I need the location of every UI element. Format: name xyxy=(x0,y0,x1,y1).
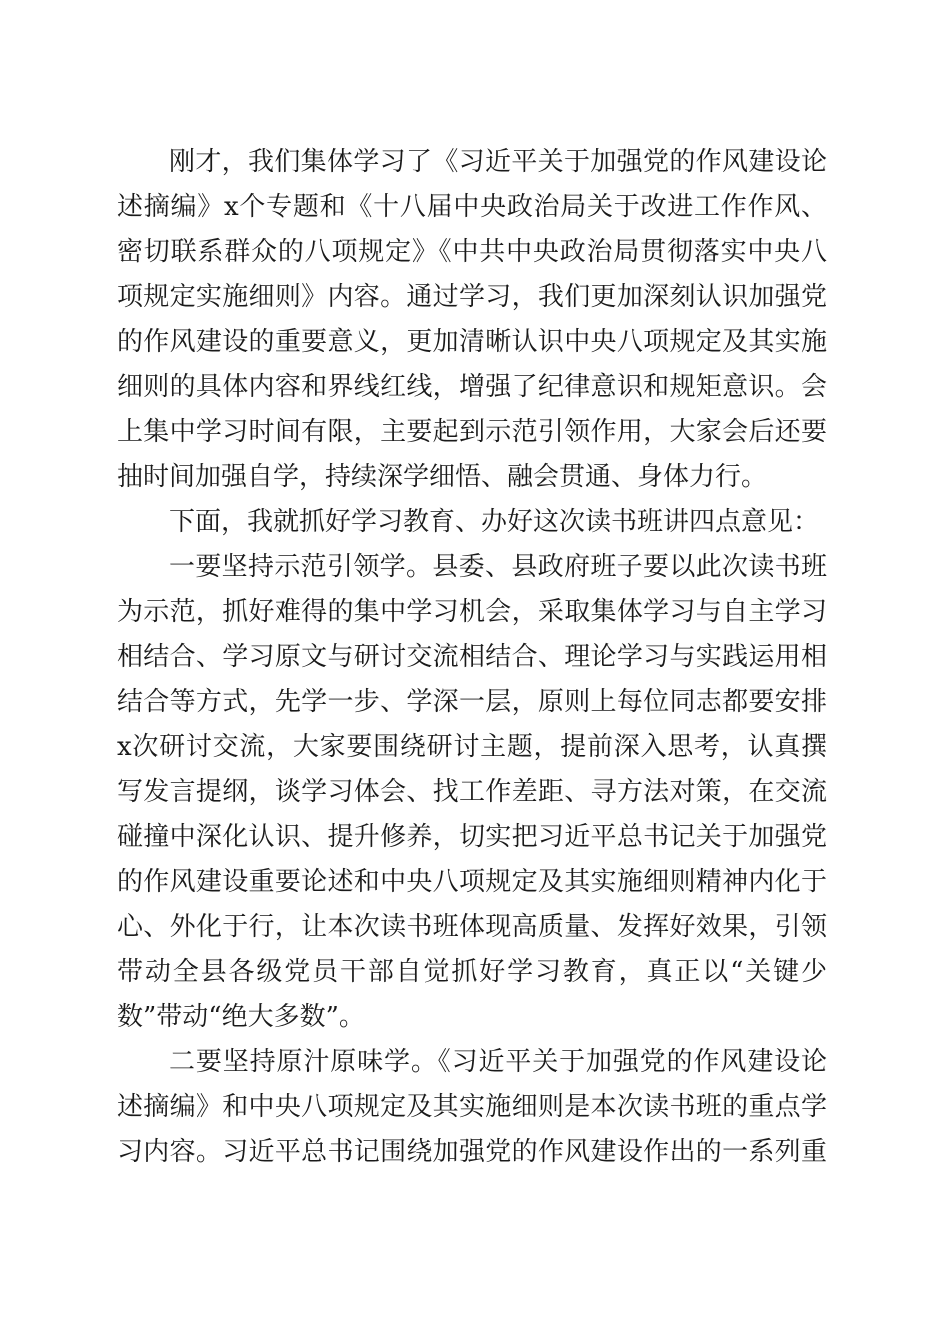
paragraph-3-line-9: 心、外化于行，让本次读书班体现高质量、发挥好效果，引领 xyxy=(117,912,827,942)
paragraph-3-line-6: 写发言提纲，谈学习体会、找工作差距、寻方法对策，在交流 xyxy=(117,777,827,807)
paragraph-2-line-1: 下面，我就抓好学习教育、办好这次读书班讲四点意见： xyxy=(169,507,820,537)
paragraph-1-line-4: 项规定实施细则》内容。通过学习，我们更加深刻认识加强党 xyxy=(117,282,827,312)
paragraph-1-line-5: 的作风建设的重要意义，更加清晰认识中央八项规定及其实施 xyxy=(117,327,827,357)
paragraph-1-line-2: 述摘编》x个专题和《十八届中央政治局关于改进工作作风、 xyxy=(117,192,827,222)
paragraph-4-line-3: 习内容。习近平总书记围绕加强党的作风建设作出的一系列重 xyxy=(117,1137,827,1167)
paragraph-3-line-10: 带动全县各级党员干部自觉抓好学习教育，真正以“关键少 xyxy=(117,957,827,987)
paragraph-3-line-7: 碰撞中深化认识、提升修养，切实把习近平总书记关于加强党 xyxy=(117,822,827,852)
paragraph-3-line-8: 的作风建设重要论述和中央八项规定及其实施细则精神内化于 xyxy=(117,867,827,897)
paragraph-1-line-7: 上集中学习时间有限，主要起到示范引领作用，大家会后还要 xyxy=(117,417,827,447)
paragraph-4-line-1: 二要坚持原汁原味学。《习近平关于加强党的作风建设论 xyxy=(169,1047,827,1077)
paragraph-1-line-1: 刚才，我们集体学习了《习近平关于加强党的作风建设论 xyxy=(169,147,827,177)
paragraph-3-line-3: 相结合、学习原文与研讨交流相结合、理论学习与实践运用相 xyxy=(117,642,827,672)
paragraph-1-line-3: 密切联系群众的八项规定》《中共中央政治局贯彻落实中央八 xyxy=(117,237,827,267)
paragraph-3-line-11: 数”带动“绝大多数”。 xyxy=(117,1002,365,1032)
paragraph-4-line-2: 述摘编》和中央八项规定及其实施细则是本次读书班的重点学 xyxy=(117,1092,827,1122)
paragraph-3-line-4: 结合等方式，先学一步、学深一层，原则上每位同志都要安排 xyxy=(117,687,827,717)
paragraph-3-line-5: x次研讨交流，大家要围绕研讨主题，提前深入思考，认真撰 xyxy=(117,732,827,762)
paragraph-3-line-1: 一要坚持示范引领学。县委、县政府班子要以此次读书班 xyxy=(169,552,827,582)
paragraph-1-line-8: 抽时间加强自学，持续深学细悟、融会贯通、身体力行。 xyxy=(117,462,768,492)
paragraph-1-line-6: 细则的具体内容和界线红线，增强了纪律意识和规矩意识。会 xyxy=(117,372,827,402)
paragraph-3-line-2: 为示范，抓好难得的集中学习机会，采取集体学习与自主学习 xyxy=(117,597,827,627)
